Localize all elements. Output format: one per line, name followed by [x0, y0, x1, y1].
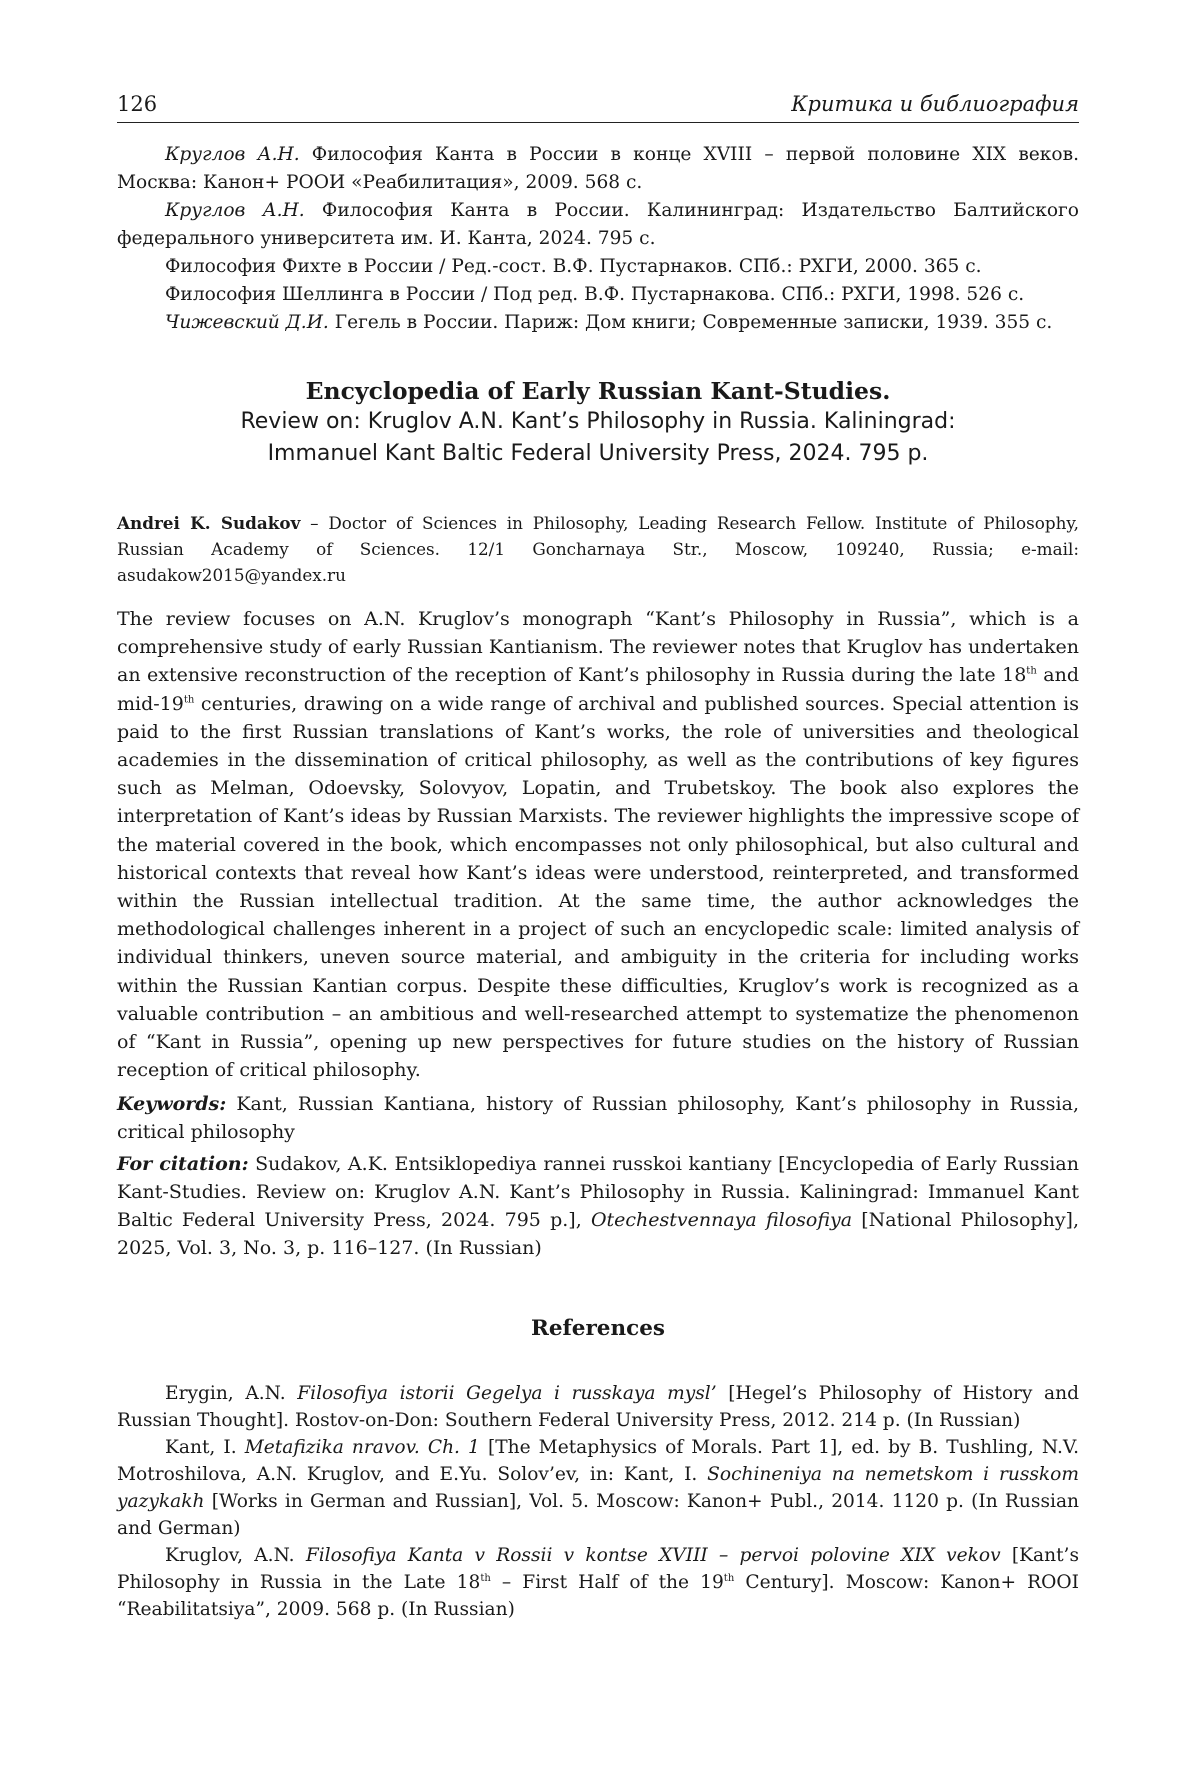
- article-subtitle-line-2: Immanuel Kant Baltic Federal University Press, 2024. 795 p.: [267, 441, 929, 466]
- superscript: th: [723, 1572, 735, 1584]
- keywords-text: Kant, Russian Kantiana, history of Russian philosophy, Kant’s philosophy in Russia, critical philosophy: [117, 1093, 1079, 1143]
- ref-text: [Kant’s Philosophy in Russia in the Late 18: [117, 1545, 1080, 1593]
- list-item: [117, 141, 1079, 197]
- list-item: [117, 1542, 1079, 1623]
- ref-title: Metafizika nravov. Ch. 1: [244, 1437, 480, 1458]
- ref-text: Гегель в России. Париж: Дом книги; Современные записки, 1939. 355 с.: [328, 312, 1053, 333]
- ref-title: Filosofiya istorii Gegelya i russkaya mysl’: [297, 1383, 717, 1404]
- ref-title: Sochineniya na nemetskom i russkom yazykakh: [117, 1464, 1079, 1512]
- references-heading: References: [531, 1316, 665, 1341]
- article-title: Encyclopedia of Early Russian Kant-Studies.: [305, 377, 891, 405]
- ref-text: – First Half of the 19: [490, 1572, 724, 1593]
- ref-text: [Hegel’s Philosophy of History and Russian Thought]. Rostov-on-Don: Southern Federal University Press, 2012. 214 p. (In Russian): [117, 1383, 1079, 1431]
- list-item: [117, 253, 1079, 281]
- author-affiliation: – Doctor of Sciences in Philosophy, Leading Research Fellow. Institute of Philosophy, Russian Academy of Sciences. 12/1 Goncharnaya Str., Moscow, 109240, Russia; e-mail: asudakow2015@yandex.ru: [117, 513, 1079, 585]
- ref-text: [Works in German and Russian], Vol. 5. Moscow: Kanon+ Publ., 2014. 1120 p. (In Russian and German): [117, 1491, 1079, 1539]
- citation-text: Sudakov, A.K. Entsiklopediya rannei russkoi kantiany [Encyclopedia of Early Russian Kant-Studies. Review on: Kruglov A.N. Kant’s Philosophy in Russia. Kaliningrad: Immanuel Kant Baltic Federal University Press, 2024. 795 p.],: [117, 1153, 1079, 1231]
- superscript: th: [1026, 666, 1037, 678]
- ref-text: [The Metaphysics of Morals. Part 1], ed. by B. Tushling, N.V. Motroshilova, A.N. Kruglov, and E.Yu. Solov’ev, in: Kant, I.: [117, 1437, 1079, 1485]
- journal-name: Otechestvennaya filosofiya: [590, 1209, 853, 1231]
- keywords-label: Keywords:: [117, 1093, 227, 1115]
- ref-text: Философия Канта в России. Калининград: Издательство Балтийского федерального университета им. И. Канта, 2024. 795 с.: [117, 200, 1079, 249]
- abstract-text: The review focuses on A.N. Kruglov’s monograph “Kant’s Philosophy in Russia”, which is a comprehensive study of early Russian Kantianism. The reviewer notes that Kruglov has undertaken an extensive reconstruction of the reception of Kant’s philosophy in Russia during the late 18: [117, 608, 1079, 687]
- citation-label: For citation:: [117, 1153, 249, 1175]
- russian-references-list: [117, 141, 1079, 337]
- references-list: [117, 1380, 1079, 1623]
- keywords: [117, 1090, 1079, 1146]
- list-item: [117, 1380, 1079, 1434]
- abstract-text: centuries, drawing on a wide range of archival and published sources. Special attention is paid to the first Russian translations of Kant’s works, the role of universities and theological academies in the dissemination of critical philosophy, as well as the contributions of key figures such as Melman, Odoevsky, Solovyov, Lopatin, and Trubetskoy. The book also explores the interpretation of Kant’s ideas by Russian Marxists. The reviewer highlights the impressive scope of the material covered in the book, which encompasses not only philosophical, but also cultural and historical contexts that reveal how Kant’s ideas were understood, reinterpreted, and transformed within the Russian intellectual tradition. At the same time, the author acknowledges the methodological challenges inherent in a project of such an encyclopedic scale: limited analysis of individual thinkers, uneven source material, and ambiguity in the criteria for including works within the Russian Kantian corpus. Despite these difficulties, Kruglov’s work is recognized as a valuable contribution – an ambitious and well-researched attempt to systematize the phenomenon of “Kant in Russia”, opening up new perspectives for future studies on the history of Russian reception of critical philosophy.: [117, 692, 1079, 1082]
- ref-text: Философия Канта в России в конце XVIII – первой половине XIX веков. Москва: Канон+ РООИ «Реабилитация», 2009. 568 с.: [117, 144, 1079, 193]
- ref-author: Kruglov, A.N.: [165, 1545, 306, 1566]
- page-number: 126: [117, 92, 158, 116]
- ref-text: Философия Шеллинга в России / Под ред. В.Ф. Пустарнакова. СПб.: РХГИ, 1998. 526 с.: [165, 284, 1025, 305]
- list-item: [117, 1434, 1079, 1542]
- running-header: [117, 88, 1079, 123]
- ref-title: Filosofiya Kanta v Rossii v kontse XVIII – pervoi polovine XIX vekov: [305, 1545, 1001, 1566]
- ref-author: Kant, I.: [165, 1437, 245, 1458]
- ref-text: Философия Фихте в России / Ред.-сост. В.Ф. Пустарнаков. СПб.: РХГИ, 2000. 365 с.: [165, 256, 982, 277]
- superscript: th: [480, 1572, 491, 1584]
- abstract-text: and mid-19: [117, 664, 1079, 715]
- author-info: [117, 510, 1079, 588]
- list-item: [117, 197, 1079, 253]
- ref-text: Century]. Moscow: Kanon+ ROOI “Reabilitatsiya”, 2009. 568 p. (In Russian): [117, 1572, 1080, 1620]
- superscript: th: [183, 694, 195, 706]
- author-name: Andrei K. Sudakov: [117, 513, 301, 533]
- list-item: [117, 281, 1079, 309]
- ref-author: Круглов А.Н.: [165, 200, 305, 221]
- ref-author: Erygin, A.N.: [165, 1383, 298, 1404]
- article-title-block: [117, 376, 1079, 470]
- ref-author: Круглов А.Н.: [165, 144, 300, 165]
- citation: [117, 1150, 1079, 1262]
- section-title: Критика и библиография: [791, 92, 1079, 116]
- article-subtitle-line-1: Review on: Kruglov A.N. Kant’s Philosophy in Russia. Kaliningrad:: [240, 409, 956, 434]
- citation-text: [National Philosophy], 2025, Vol. 3, No. 3, p. 116–127. (In Russian): [117, 1209, 1080, 1259]
- list-item: [117, 309, 1079, 337]
- abstract: [117, 605, 1079, 1084]
- ref-author: Чижевский Д.И.: [165, 312, 329, 333]
